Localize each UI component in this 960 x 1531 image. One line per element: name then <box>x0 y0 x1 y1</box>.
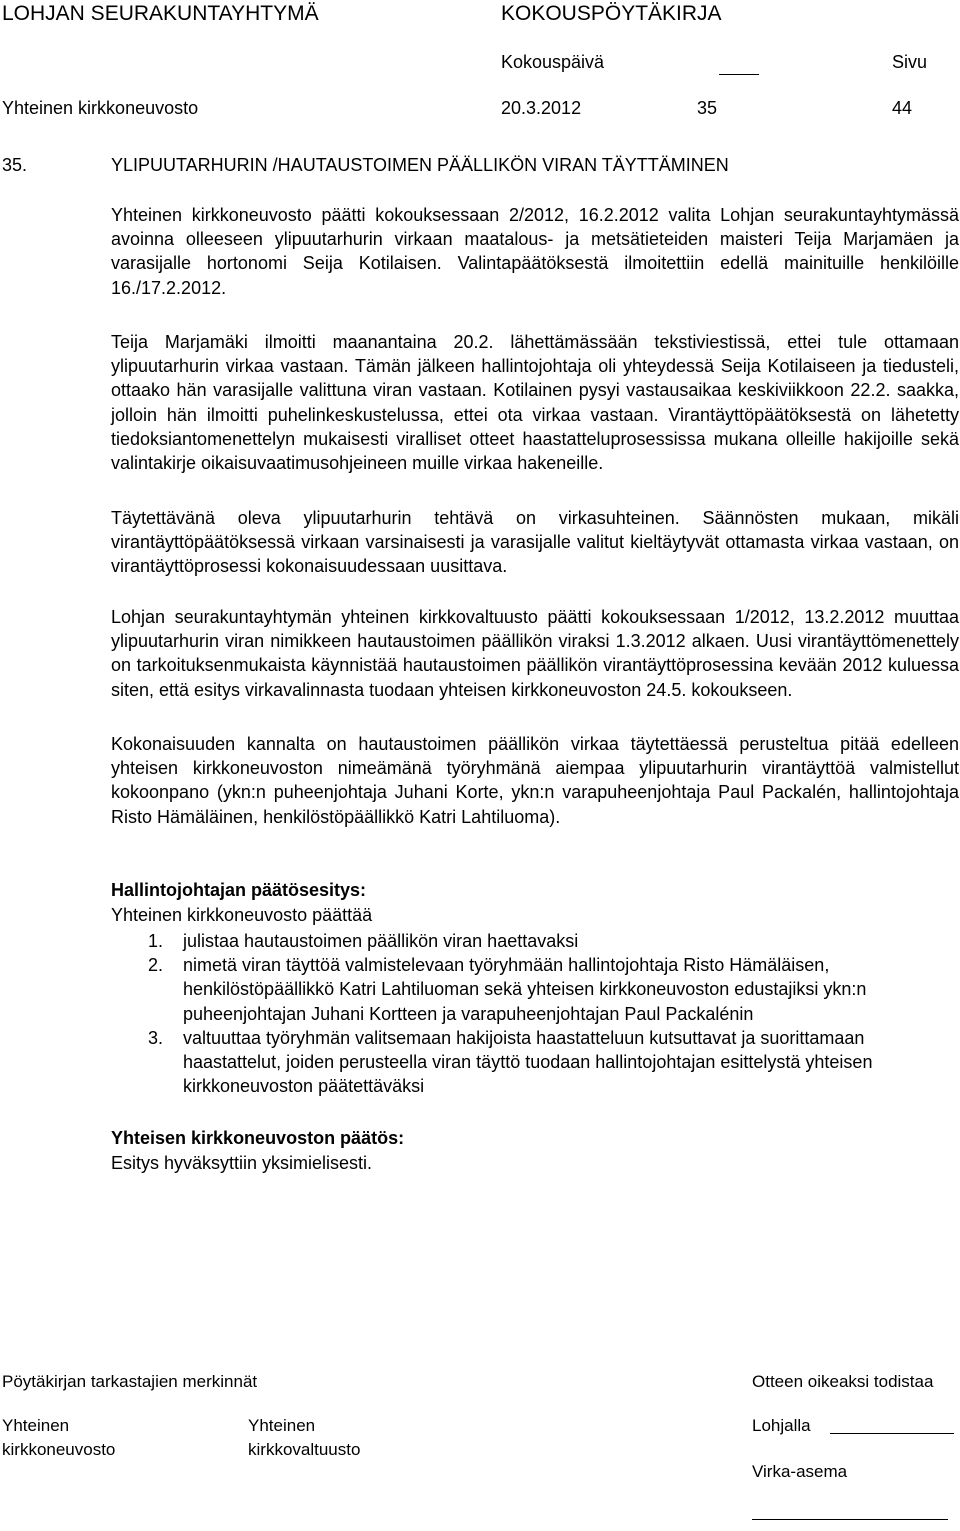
item-number: 35 <box>697 98 718 118</box>
paragraph-text: Yhteinen kirkkoneuvosto päätti kokouksessaan 2/2012, 16.2.2012 valita Lohjan seurakuntayhtymässä avoinna olleeseen ylipuutarhurin virkaan maatalous- ja metsätieteiden maisteri Teija Marjamäen ja varasijalle hortonomi Seija Kotilaisen. Valintapäätöksestä ilmoitettiin edellä mainituille henkilöille 16./17.2.2012. <box>111 205 959 298</box>
footer-place: Lohjalla <box>752 1416 811 1435</box>
date-label: Kokouspäivä <box>501 52 605 72</box>
decision-heading: Yhteisen kirkkoneuvoston päätös: <box>111 1128 405 1148</box>
paragraph-4 <box>111 605 959 702</box>
meeting-body: Yhteinen kirkkoneuvosto <box>2 98 199 118</box>
signature-line <box>752 1519 948 1520</box>
place-date-line <box>830 1433 954 1434</box>
footer-certify-title: Otteen oikeaksi todistaa <box>752 1372 934 1391</box>
decision-text: Esitys hyväksyttiin yksimielisesti. <box>111 1153 373 1173</box>
paragraph-5 <box>111 732 959 829</box>
paragraph-text: Teija Marjamäki ilmoitti maanantaina 20.2. lähettämässään tekstiviestissä, ettei tule ottamaan ylipuutarhurin virkaa vastaan. Tämän jälkeen hallintojohtaja oli yhteydessä Seija Kotilaiseen ja tiedusteli, ottaako hän varasijalle valittuna viran vastaan. Kotilainen pysyi vastausaikaa keskiviikkoon 22.2. saakka, jolloin hän ilmoitti puhelinkeskustelussa, ettei ota virkaa vastaan. Virantäyttöpäätöksestä on lähetetty tiedoksiantomenettelyn mukaisesti viralliset otteet haastatteluprosessissa mukana olleille hakijoille sekä valintakirje oikaisuvaatimusohjeineen muille virkaa hakeneille. <box>111 332 959 474</box>
paragraph-text: Kokonaisuuden kannalta on hautaustoimen päällikön virkaa täytettäessä perusteltua pitää edelleen yhteisen kirkkoneuvoston nimeämänä työryhmänä aiempaa ylipuutarhurin virantäyttöä valmistellut kokoonpano (ykn:n puheenjohtaja Juhani Korte, ykn:n varapuheenjohtaja Paul Packalén, hallintojohtaja Risto Hämäläinen, henkilöstöpäällikkö Katri Lahtiluoma). <box>111 734 959 827</box>
paragraph-text: Lohjan seurakuntayhtymän yhteinen kirkkovaltuusto päätti kokouksessaan 1/2012, 13.2.2012 muuttaa ylipuutarhurin viran nimikkeen hautaustoimen päällikön viraksi 1.3.2012 alkaen. Uusi virantäyttömenettely on tarkoituksenmukaista käynnistää hautaustoimen päällikön virantäyttöprosessina kevään 2012 kuluessa siten, että esitys virkavalinnasta tuodaan yhteisen kirkkoneuvoston 24.5. kokoukseen. <box>111 607 959 700</box>
page-number: 44 <box>892 98 913 118</box>
list-text: nimetä viran täyttöä valmistelevaan työryhmään hallintojohtaja Risto Hämäläisen, henkilöstöpäällikkö Katri Lahtiluoman sekä yhteisen kirkkoneuvoston edustajiksi ykn:n puheenjohtajan Juhani Kortteen ja varapuheenjohtajan Paul Packalénin <box>183 955 867 1024</box>
org-name: LOHJAN SEURAKUNTAYHTYMÄ <box>2 2 319 25</box>
list-item <box>111 1026 959 1099</box>
section-title: YLIPUUTARHURIN /HAUTAUSTOIMEN PÄÄLLIKÖN VIRAN TÄYTTÄMINEN <box>111 155 729 175</box>
footer-col2-line2: kirkkovaltuusto <box>248 1440 361 1459</box>
footer-col1-line2: kirkkoneuvosto <box>2 1440 116 1459</box>
list-item <box>111 953 959 1026</box>
footer-col1-line1: Yhteinen <box>2 1416 70 1435</box>
proposal-list <box>111 929 959 1098</box>
page-label: Sivu <box>892 52 928 72</box>
document-type: KOKOUSPÖYTÄKIRJA <box>501 2 722 25</box>
list-item <box>111 929 959 953</box>
proposal-heading: Hallintojohtajan päätösesitys: <box>111 880 367 900</box>
proposal-intro: Yhteinen kirkkoneuvosto päättää <box>111 905 373 925</box>
header-underline-blank <box>719 52 759 72</box>
footer-signature-label: Virka-asema <box>752 1462 848 1481</box>
meeting-date: 20.3.2012 <box>501 98 582 118</box>
list-text: valtuuttaa työryhmän valitsemaan hakijoista haastatteluun kutsuttavat ja suorittamaan haastattelut, joiden perusteella viran täyttö tuodaan hallintojohtajan esittelystä yhteisen kirkkoneuvoston päätettäväksi <box>183 1027 873 1097</box>
list-number: 3. <box>148 1027 164 1048</box>
paragraph-text: Täytettävänä oleva ylipuutarhurin tehtävä on virkasuhteinen. Säännösten mukaan, mikäli virantäyttöpäätöksessä virkaan varsinaisesti ja varasijalle valitut kieltäytyvät ottamasta virkaa vastaan, on virantäyttöprosessi kokonaisuudessaan uusittava. <box>111 508 959 577</box>
list-text: julistaa hautaustoimen päällikön viran haettavaksi <box>183 931 579 951</box>
footer-reviewers-title: Pöytäkirjan tarkastajien merkinnät <box>2 1372 258 1391</box>
section-number: 35. <box>2 155 28 175</box>
footer-col2-line1: Yhteinen <box>248 1416 316 1435</box>
paragraph-2 <box>111 330 959 475</box>
list-number: 1. <box>148 931 164 951</box>
list-number: 2. <box>148 955 164 976</box>
header-blank-line <box>719 74 759 75</box>
paragraph-3 <box>111 506 959 579</box>
paragraph-1 <box>111 203 959 300</box>
